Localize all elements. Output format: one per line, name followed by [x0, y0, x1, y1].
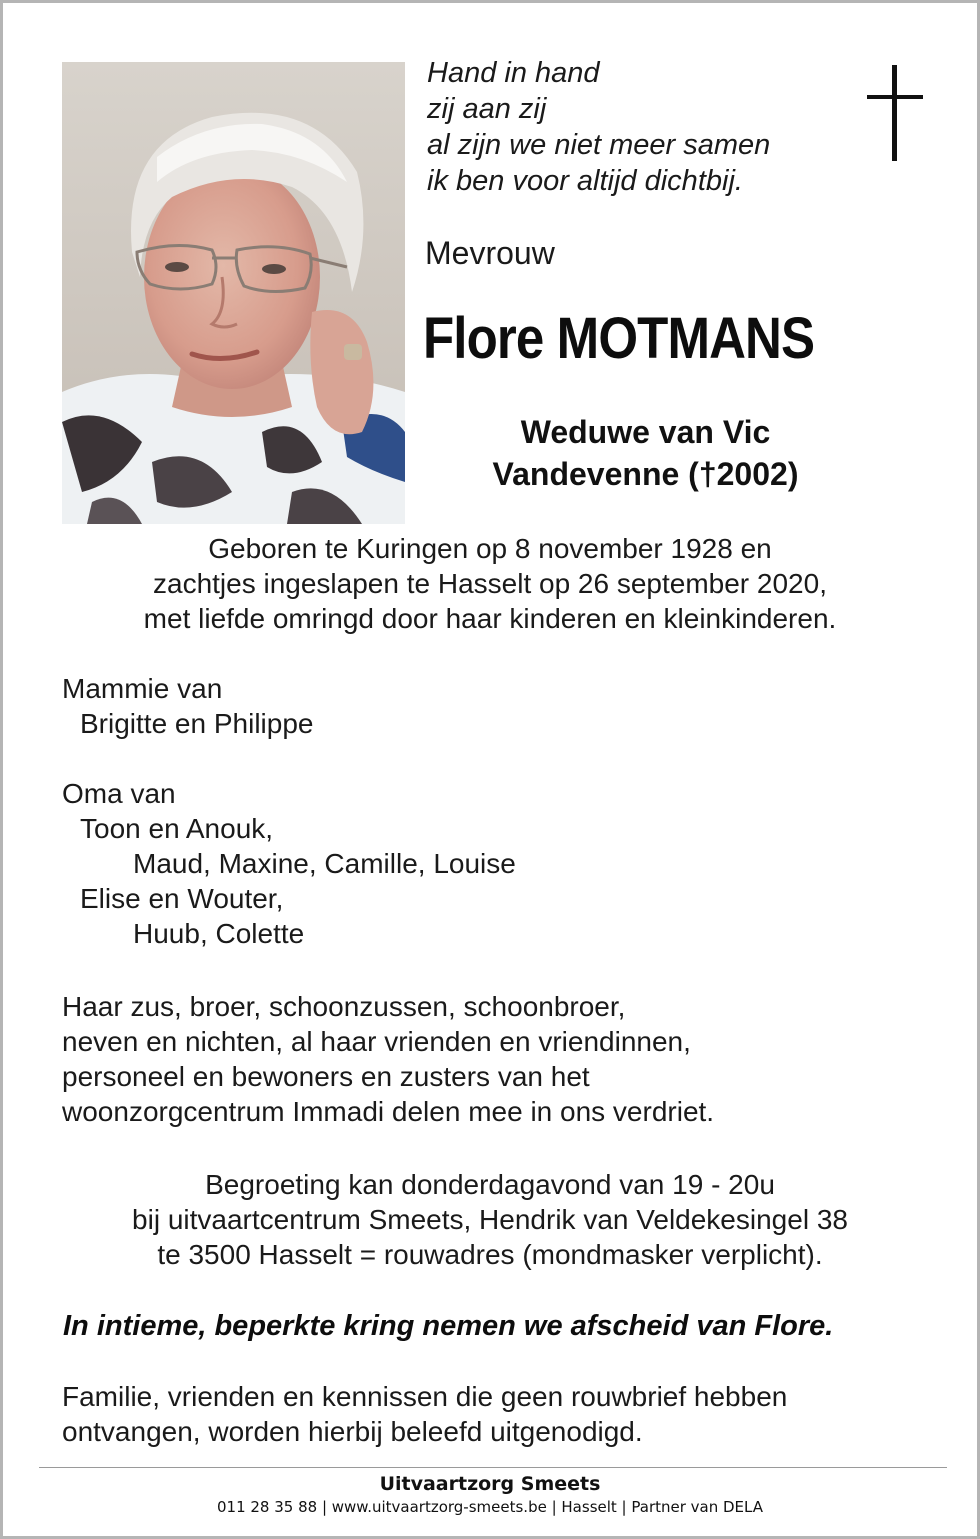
footer-divider	[39, 1467, 947, 1468]
latin-cross-icon	[865, 65, 925, 163]
text-line: bij uitvaartcentrum Smeets, Hendrik van Veldekesingel 38	[132, 1204, 848, 1235]
funeral-home-name: Uitvaartzorg Smeets	[379, 1473, 601, 1495]
visitation-text	[3, 1167, 977, 1272]
poem-line: ik ben voor altijd dichtbij.	[427, 165, 743, 197]
text-line: zachtjes ingeslapen te Hasselt op 26 september 2020,	[153, 568, 827, 599]
salutation: Mevrouw	[425, 235, 555, 271]
portrait-photo	[62, 62, 405, 524]
closing-statement: In intieme, beperkte kring nemen we afscheid van Flore.	[63, 1310, 834, 1342]
deceased-name: Flore MOTMANS	[423, 306, 815, 371]
text-line: met liefde omringd door haar kinderen en kleinkinderen.	[143, 603, 837, 634]
funeral-home-contact: 011 28 35 88 | www.uitvaartzorg-smeets.be | Hasselt | Partner van DELA	[216, 1498, 763, 1516]
grandchildren-family: Elise en Wouter,	[80, 883, 284, 914]
poem-line: al zijn we niet meer samen	[427, 129, 771, 161]
text-line: woonzorgcentrum Immadi delen mee in ons verdriet.	[62, 1096, 715, 1127]
grandchildren-section	[62, 776, 516, 951]
text-line: ontvangen, worden hierbij beleefd uitgenodigd.	[62, 1416, 643, 1447]
children-names: Brigitte en Philippe	[80, 708, 314, 739]
section-heading: Mammie van	[62, 673, 223, 704]
family-mourners-text	[62, 989, 714, 1129]
text-line: te 3500 Hasselt = rouwadres (mondmasker verplicht).	[157, 1239, 823, 1270]
grandchildren-family: Toon en Anouk,	[80, 813, 274, 844]
text-line: Familie, vrienden en kennissen die geen rouwbrief hebben	[62, 1381, 788, 1412]
children-section	[62, 671, 313, 741]
text-line: personeel en bewoners en zusters van het	[62, 1061, 590, 1092]
widow-line: Weduwe van Vic	[520, 414, 771, 450]
poem-verse	[427, 55, 770, 199]
text-line: Begroeting kan donderdagavond van 19 - 20u	[205, 1169, 775, 1200]
great-grandchildren: Maud, Maxine, Camille, Louise	[133, 848, 516, 879]
text-line: neven en nichten, al haar vrienden en vriendinnen,	[62, 1026, 691, 1057]
section-heading: Oma van	[62, 778, 176, 809]
poem-line: Hand in hand	[427, 57, 600, 89]
invitation-text	[62, 1379, 787, 1449]
great-grandchildren: Huub, Colette	[133, 918, 305, 949]
birth-death-text	[3, 531, 977, 636]
poem-line: zij aan zij	[427, 93, 547, 125]
text-line: Haar zus, broer, schoonzussen, schoonbroer,	[62, 991, 626, 1022]
widow-of	[443, 411, 848, 495]
text-line: Geboren te Kuringen op 8 november 1928 en	[208, 533, 772, 564]
widow-line: Vandevenne (†2002)	[492, 456, 799, 492]
